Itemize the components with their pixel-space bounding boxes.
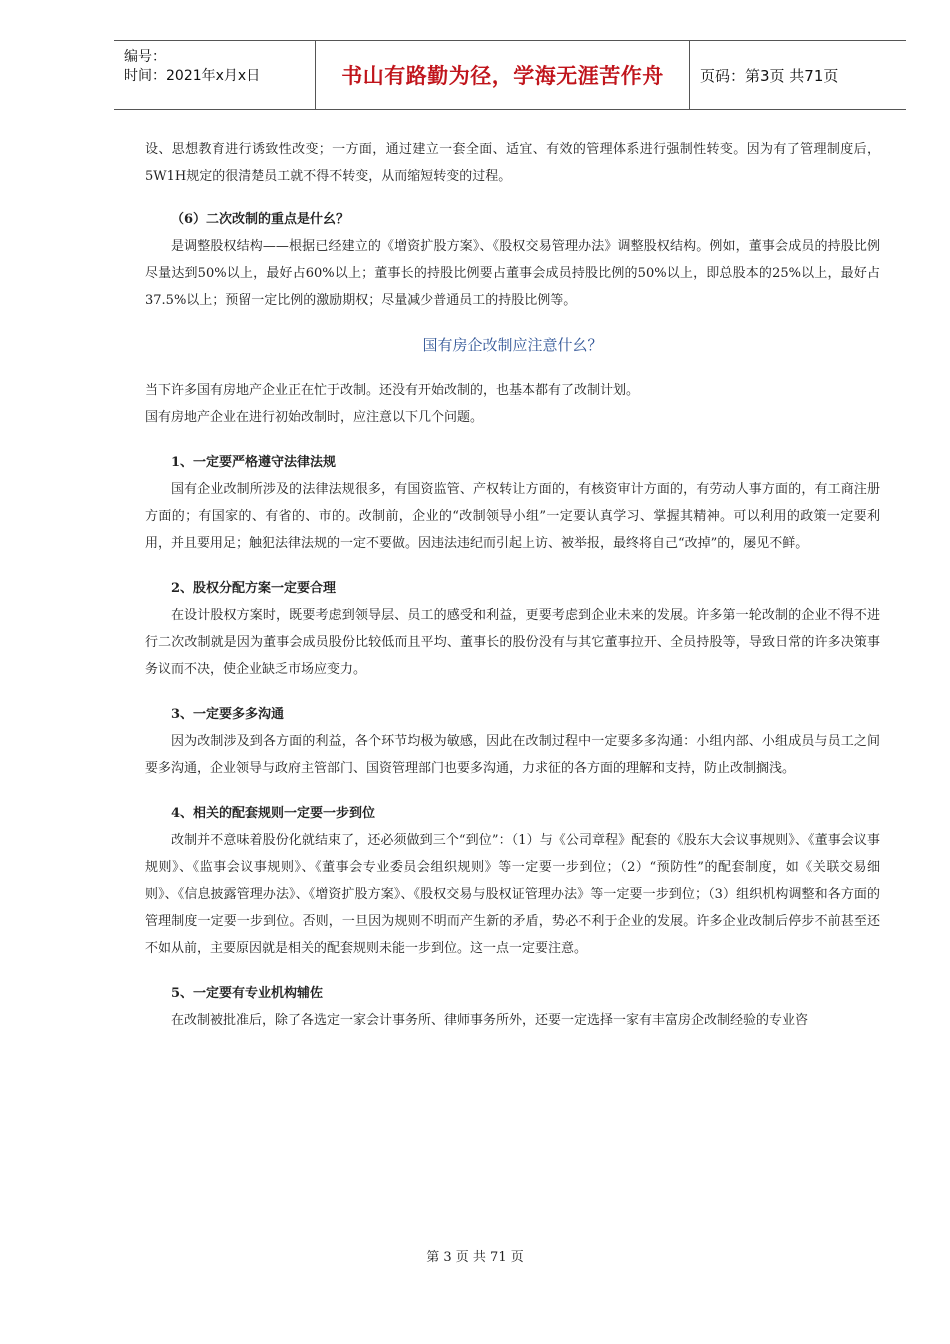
time-label: 时间：2021年x月x日 [124, 68, 261, 84]
section-title: 国有房企改制应注意什幺？ [422, 336, 603, 354]
intro-line-2: 国有房地产企业在进行初始改制时，应注意以下几个问题。 [145, 410, 484, 425]
header-page-cell [690, 41, 906, 109]
heading-1: 1、一定要严格遵守法律法规 [171, 455, 337, 470]
page-footer: 第 3 页 共 71 页 [426, 1250, 524, 1265]
header-motto-cell [316, 41, 690, 109]
document-body [145, 136, 880, 1034]
text-5: 在改制被批准后，除了各选定一家会计事务所、律师事务所外，还要一定选择一家有丰富房企改制经验的专业咨 [171, 1013, 809, 1028]
text-3: 因为改制涉及到各方面的利益，各个环节均极为敏感，因此在改制过程中一定要多多沟通：小组内部、小组成员与员工之间要多沟通，企业领导与政府主管部门、国资管理部门也要多沟通，力求征的各方面的理解和支持，防止改制搁浅。 [145, 734, 880, 776]
question-6-heading: （6）二次改制的重点是什幺？ [171, 212, 350, 227]
text-4: 改制并不意味着股份化就结束了，还必须做到三个“到位”：（1）与《公司章程》配套的《股东大会议事规则》、《董事会议事规则》、《监事会议事规则》、《董事会专业委员会组织规则》等一定要一步到位；（2）“预防性”的配套制度，如《关联交易细则》、《信息披露管理办法》、《增资扩股方案》、《股权交易与股权证管理办法》等一定要一步到位；（3）组织机构调整和各方面的管理制度一定要一步到位。否则，一旦因为规则不明而产生新的矛盾，势必不利于企业的发展。许多企业改制后停步不前甚至还不如从前，主要原因就是相关的配套规则未能一步到位。这一点一定要注意。 [145, 833, 880, 956]
heading-5: 5、一定要有专业机构辅佐 [171, 986, 324, 1001]
heading-4: 4、相关的配套规则一定要一步到位 [171, 806, 376, 821]
header-meta-cell [114, 41, 316, 109]
heading-3: 3、一定要多多沟通 [171, 707, 285, 722]
page-label: 页码：第3页 共71页 [700, 66, 839, 85]
serial-label: 编号： [124, 49, 166, 65]
heading-2: 2、股权分配方案一定要合理 [171, 581, 337, 596]
page-header [114, 40, 906, 110]
intro-line-1: 当下许多国有房地产企业正在忙于改制。还没有开始改制的，也基本都有了改制计划。 [145, 383, 640, 398]
paragraph-continued: 设、思想教育进行诱致性改变；一方面，通过建立一套全面、适宜、有效的管理体系进行强制性转变。因为有了管理制度后，5W1H规定的很清楚员工就不得不转变，从而缩短转变的过程。 [145, 142, 880, 184]
question-6-text: 是调整股权结构——根据已经建立的《增资扩股方案》、《股权交易管理办法》调整股权结构。例如，董事会成员的持股比例尽量达到50%以上，最好占60%以上；董事长的持股比例要占董事会成员持股比例的50%以上，即总股本的25%以上，最好占37.5%以上；预留一定比例的激励期权；尽量减少普通员工的持股比例等。 [145, 239, 880, 308]
text-1: 国有企业改制所涉及的法律法规很多，有国资监管、产权转让方面的，有核资审计方面的，有劳动人事方面的，有工商注册方面的；有国家的、有省的、市的。改制前，企业的“改制领导小组”一定要认真学习、掌握其精神。可以利用的政策一定要利用，并且要用足；触犯法律法规的一定不要做。因违法违纪而引起上访、被举报，最终将自己“改掉”的，屡见不鲜。 [145, 482, 880, 551]
motto-text: 书山有路勤为径，学海无涯苦作舟 [341, 64, 664, 88]
text-2: 在设计股权方案时，既要考虑到领导层、员工的感受和利益，更要考虑到企业未来的发展。许多第一轮改制的企业不得不进行二次改制就是因为董事会成员股份比较低而且平均、董事长的股份没有与其它董事拉开、全员持股等，导致日常的许多决策事务议而不决，使企业缺乏市场应变力。 [145, 608, 880, 677]
